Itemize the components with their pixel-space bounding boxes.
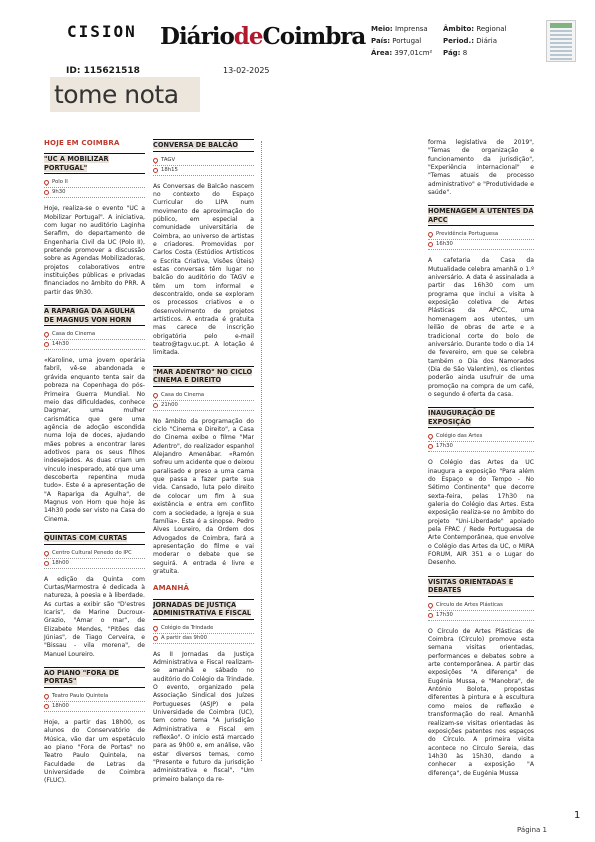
article-heading: QUINTAS COM CURTAS [44,532,145,545]
article-heading: INAUGURAÇÃO DE EXPOSIÇÃO [428,407,534,428]
meta-right: Âmbito: Regional Period.: Diária Pág: 8 [443,25,507,57]
clock-icon [44,342,49,347]
event-place: Centro Cultural Penedo do IPC [44,549,145,559]
event-time: 21h00 [153,401,254,411]
article-heading: VISITAS ORIENTADAS E DEBATES [428,576,534,597]
location-pin-icon [43,693,50,700]
clock-icon [428,242,433,247]
meta-left: Meio: Imprensa País: Portugal Área: 397,01cm² [371,25,433,57]
clock-icon [44,190,49,195]
event-place: Previdência Portuguesa [428,230,534,240]
pais-value: Portugal [392,37,422,45]
article-body: A edição da Quinta com Curtas/Marmostra é dedicada à natureza, à poesia e à liberdade. As curtas a exibir são "D'estres Icaris", de Marine Ducroux-Grazio, "Amar o mar", de Elizabete Mendes, "Pitões das Júnias", de Tiago Cerveira, e "Bissau - vila morena", de Manuel Loureiro. [44,575,145,658]
ambito-value: Regional [476,25,507,33]
article-heading: "MAR ADENTRO" NO CICLO CINEMA E DIREITO [153,366,254,387]
article-heading: A RAPARIGA DA AGULHA DE MAGNUS VON HORN [44,305,145,326]
clipping-date: 13-02-2025 [223,66,270,75]
location-pin-icon [43,331,50,338]
column-1 [44,139,145,794]
period-value: Diária [476,37,497,45]
event-place: Colégio das Artes [428,432,534,442]
area-value: 397,01cm² [394,49,433,57]
clock-icon [153,168,158,173]
cision-logo: CISION [67,22,137,41]
article-body: O Círculo de Artes Plásticas de Coimbra (Círculo) promove esta semana visitas orientadas, performances e debates sobre a arte contemporânea. A partir das exposições "A diferença" de Eugénia Mussa, e "Manobra", de António Bolota, propostas diferentes à pintura e à escultura como meios de reflexão e transformação do real. Amanhã realizam-se visitas orientadas às exposições patentes nos espaços do Círculo. A primeira visita acontece no Círculo Sereia, das 14h30 às 15h30, dando a conhecer a exposição "A diferença", de Eugénia Mussa [428,627,534,777]
event-place: Colégio da Trindade [153,624,254,634]
event-time: 18h00 [44,559,145,569]
pag-value: 8 [462,49,468,57]
article-body: Hoje, a partir das 18h00, os alunos do Conservatório de Música, vão dar um espetáculo ao piano "Fora de Portas" no Teatro Paulo Quintela, na Faculdade de Letras da Universidade de Coimbra (FLUC). [44,718,145,785]
event-time: 16h30 [428,240,534,250]
section-title: tome nota [54,80,179,109]
location-pin-icon [152,156,159,163]
column-3 [428,139,534,786]
event-place: TAGV [153,156,254,166]
event-place: Polo II [44,178,145,188]
location-pin-icon [427,433,434,440]
clock-icon [428,444,433,449]
newspaper-logo: DiáriodeCoimbra [160,23,366,50]
clock-icon [153,636,158,641]
event-time: A partir das 9h00 [153,634,254,644]
event-place: Teatro Paulo Quintela [44,692,145,702]
event-time: 18h15 [153,166,254,176]
event-time: 17h30 [428,442,534,452]
article-heading: CONVERSA DE BALCÃO [153,139,254,152]
article-body: «Karoline, uma jovem operária fabril, vê-se abandonada e grávida enquanto tenta sair da pobreza na Copenhaga do pós-Primeira Guerra Mundial. No meio das dificuldades, conhece Dagmar, uma mulher carismática que gere uma agência de adoção escondida numa loja de doces, ajudando mães pobres a encontrar lares adotivos para os seus filhos indesejados. As duas criam um vínculo inesperado, até que uma descoberta repentina muda tudo». Este é a apresentação de "A Rapariga da Agulha", de Magnus von Horn que hoje às 14h30 pode ser visto na Casa do Cinema. [44,357,145,523]
location-pin-icon [427,602,434,609]
clipping-id: ID: 115621518 [66,66,140,76]
event-place: Casa do Cinema [44,330,145,340]
event-time: 9h30 [44,188,145,198]
article-heading: "UC A MOBILIZAR PORTUGAL" [44,153,145,174]
event-time: 18h00 [44,702,145,712]
location-pin-icon [43,549,50,556]
page-number: 1 [574,810,581,821]
location-pin-icon [152,392,159,399]
clock-icon [428,613,433,618]
page-label: Página 1 [517,826,547,834]
article-body: Hoje, realiza-se o evento "UC a Mobilizar Portugal". A iniciativa, com lugar no auditório Laginha Serafim, do departamento de Engenharia Civil da UC (Polo II), pretende promover a discussão sobre as Agendas Mobilizadoras, projetos colaborativos entre instituições públicas e privadas financiados no âmbito do PRR. A partir das 9h30. [44,205,145,296]
column-divider [261,141,262,761]
article-body: As II Jornadas da Justiça Administrativa e Fiscal realizam-se amanhã e sábado no auditório do Colégio da Trindade. O evento, organizado pela Associação Sindical dos Juízes Portugueses (ASJP) e pela Universidade de Coimbra (UC), tem como tema "A Jurisdição Administrativa e Fiscal em reflexão". O início está marcado para as 9h00 e, em análise, vão estar diversos temas, como "Presente e futuro da jurisdição administrativa e fiscal", "Um primeiro balanço da re- [153,650,254,783]
article-heading: AO PIANO "FORA DE PORTAS" [44,667,145,688]
article-heading: JORNADAS DE JUSTIÇA ADMINISTRATIVA E FISCAL [153,599,254,620]
page-thumbnail [546,20,576,62]
article-body: O Colégio das Artes da UC inaugura a exposição "Para além do Espaço e do Tempo - No Sétimo Continente" que decorre sexta-feira, pelas 17h30 na galeria do Colégio das Artes. Esta exposição realiza-se no âmbito do projeto "Uni-Liberdade" apoiado pela FPAC / Rede Portuguesa de Arte Contemporânea, que envolve o Colégio das Artes da UC, o MIRA FORUM, AIR 351 e o Lugar do Desenho. [428,459,534,567]
article-body-continued: forma legislativa de 2019", "Temas de organização e funcionamento da jurisdição", "Experiência internacional" e "Temas atuais de processo administrativo" e "Produtividade e saúde". [428,139,534,197]
clipping-header [0,0,595,62]
event-place: Círculo de Artes Plásticas [428,601,534,611]
clock-icon [44,704,49,709]
event-time: 14h30 [44,340,145,350]
clock-icon [44,561,49,566]
article-body: A cafetaria da Casa da Mutualidade celebra amanhã o 1.º aniversário. A data é assinalada a partir das 16h30 com um programa que inclui a visita à exposição coletiva de Artes Plásticas da APCC, uma homenagem aos utentes, um leilão de obras de arte e a tradicional corte do bolo de aniversário. Durante todo o dia 14 de fevereiro, em que se celebra também o Dia dos Namorados (Dia de São Valentim), os clientes poderão ainda usufruir de uma promoção na compra de um café, o segundo é oferta da casa. [428,257,534,398]
meio-value: Imprensa [394,25,428,33]
section-heading-tomorrow: AMANHÃ [153,584,190,593]
section-heading-today: HOJE EM COIMBRA [44,139,120,147]
event-place: Casa do Cinema [153,391,254,401]
event-time: 17h30 [428,611,534,621]
location-pin-icon [152,625,159,632]
location-pin-icon [427,231,434,238]
column-2 [153,139,254,792]
clock-icon [153,403,158,408]
article-body: No âmbito da programação do ciclo "Cinema e Direito", a Casa do Cinema exibe o filme "Mar Adentro", do realizador espanhol Alejandro Amenábar. «Ramón sofreu um acidente que o deixou paralisado e preso a uma cama que passa a fazer parte sua vida. Cansado, luta pelo direito de colocar um fim à sua existência e entra em conflito com a sociedade, a Igreja e sua família». Esta é a sinopse. Pedro Alves Loureiro, da Ordem dos Advogados de Coimbra, fará a apresentação do filme e vai moderar o debate que se seguirá. A entrada é livre e gratuita. [153,417,254,575]
article-body: As Conversas de Balcão nascem no contexto do Espaço Curricular do LIPA num movimento de aproximação do público, em especial a comunidade universitária de Coimbra, ao universo de artistas e criadores. Promovidas por Carlos Costa (Estúdios Artísticos e Escrita Criativa, Visões Úteis) estas conversas têm lugar no balcão do auditório do TAGV e têm um tom informal e descontraído, onde se exploram os processos criativos e o desenvolvimento de projetos artísticos. A entrada é gratuita mas carece de inscrição obrigatória pelo e-mail teatro@tagv.uc.pt. A lotação é limitada. [153,182,254,357]
article-heading: HOMENAGEM A UTENTES DA APCC [428,205,534,226]
location-pin-icon [43,179,50,186]
